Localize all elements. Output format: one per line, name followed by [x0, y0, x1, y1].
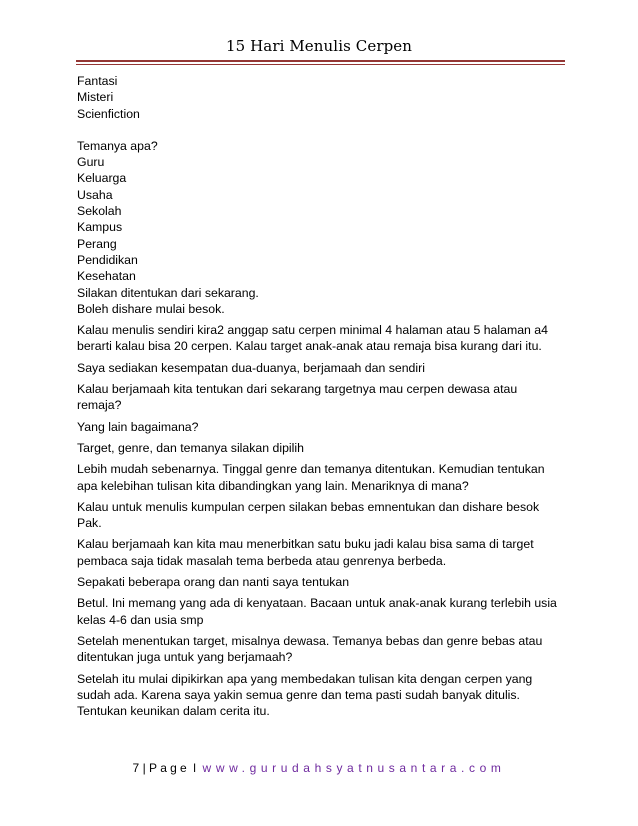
paragraph [77, 536, 577, 569]
paragraph [77, 595, 577, 628]
paragraph-line: Saya sediakan kesempatan dua-duanya, berjamaah dan sendiri [77, 360, 425, 375]
paragraph [77, 499, 577, 532]
page-body [77, 73, 577, 724]
theme-question: Temanya apa? [77, 138, 158, 153]
paragraph [77, 381, 577, 414]
paragraph-line: Kalau berjamaah kita tentukan dari sekarang targetnya mau cerpen dewasa atau [77, 382, 518, 397]
theme-item: Keluarga [77, 171, 127, 186]
theme-item: Sekolah [77, 204, 122, 219]
paragraph-line: Yang lain bagaimana? [77, 419, 199, 434]
theme-item: Usaha [77, 187, 113, 202]
paragraph-line: Kalau berjamaah kan kita mau menerbitkan satu buku jadi kalau bisa sama di target [77, 537, 534, 552]
paragraph-line: berarti kalau bisa 20 cerpen. Kalau target anak-anak atau remaja bisa kurang dari itu. [77, 339, 542, 354]
paragraph [77, 360, 577, 376]
paragraph [77, 461, 577, 494]
paragraph-line: Setelah itu mulai dipikirkan apa yang membedakan tulisan kita dengan cerpen yang [77, 671, 533, 686]
paragraph-line: Sepakati beberapa orang dan nanti saya tentukan [77, 575, 350, 590]
paragraph-line: Kalau untuk menulis kumpulan cerpen silakan bebas emnentukan dan dishare besok [77, 499, 540, 514]
paragraph-line: Pak. [77, 516, 102, 531]
spacer [77, 122, 577, 138]
page-number: 7 [132, 761, 140, 775]
genre-item: Scienfiction [77, 106, 140, 121]
theme-item: Pendidikan [77, 252, 138, 267]
paragraph-line: sudah ada. Karena saya yakin semua genre dan tema pasti sudah banyak ditulis. [77, 687, 520, 702]
website-link[interactable]: www.gurudahsyatnusantara.com [202, 761, 506, 775]
footer-separator-2: l [193, 761, 200, 775]
paragraph-line: kelas 4-6 dan usia smp [77, 612, 204, 627]
page-footer [0, 761, 638, 775]
paragraph-line: Target, genre, dan temanya silakan dipilih [77, 440, 304, 455]
paragraph [77, 633, 577, 666]
footer-separator: | [142, 761, 146, 775]
paragraph [77, 574, 577, 590]
theme-closing-line: Boleh dishare mulai besok. [77, 301, 225, 316]
paragraph-line: ditentukan juga untuk yang berjamaah? [77, 650, 293, 665]
header-rule-thin [76, 64, 565, 65]
theme-block [77, 138, 577, 317]
header-rule-thick [76, 60, 565, 62]
theme-item: Kesehatan [77, 269, 136, 284]
theme-item: Guru [77, 155, 105, 170]
genre-item: Misteri [77, 90, 114, 105]
paragraph-line: Betul. Ini memang yang ada di kenyataan. Bacaan untuk anak-anak kurang terlebih usia [77, 596, 557, 611]
paragraph-line: remaja? [77, 398, 122, 413]
paragraph [77, 419, 577, 435]
genre-list [77, 73, 577, 122]
paragraph [77, 440, 577, 456]
paragraph [77, 671, 577, 720]
paragraph-line: Kalau menulis sendiri kira2 anggap satu cerpen minimal 4 halaman atau 5 halaman a4 [77, 323, 548, 338]
theme-item: Kampus [77, 220, 123, 235]
paragraph-line: Lebih mudah sebenarnya. Tinggal genre dan temanya ditentukan. Kemudian tentukan [77, 462, 545, 477]
paragraph-line: Tentukan keunikan dalam cerita itu. [77, 704, 270, 719]
theme-item: Perang [77, 236, 117, 251]
page-label: Page [149, 761, 190, 775]
paragraph-line: pembaca saja tidak masalah tema berbeda atau genrenya berbeda. [77, 553, 447, 568]
paragraph-line: Setelah menentukan target, misalnya dewasa. Temanya bebas dan genre bebas atau [77, 633, 543, 648]
theme-closing-line: Silakan ditentukan dari sekarang. [77, 285, 259, 300]
paragraph-line: apa kelebihan tulisan kita dibandingkan yang lain. Menariknya di mana? [77, 478, 469, 493]
paragraph [77, 322, 577, 355]
page-header-title: 15 Hari Menulis Cerpen [225, 37, 413, 55]
genre-item: Fantasi [77, 74, 118, 88]
